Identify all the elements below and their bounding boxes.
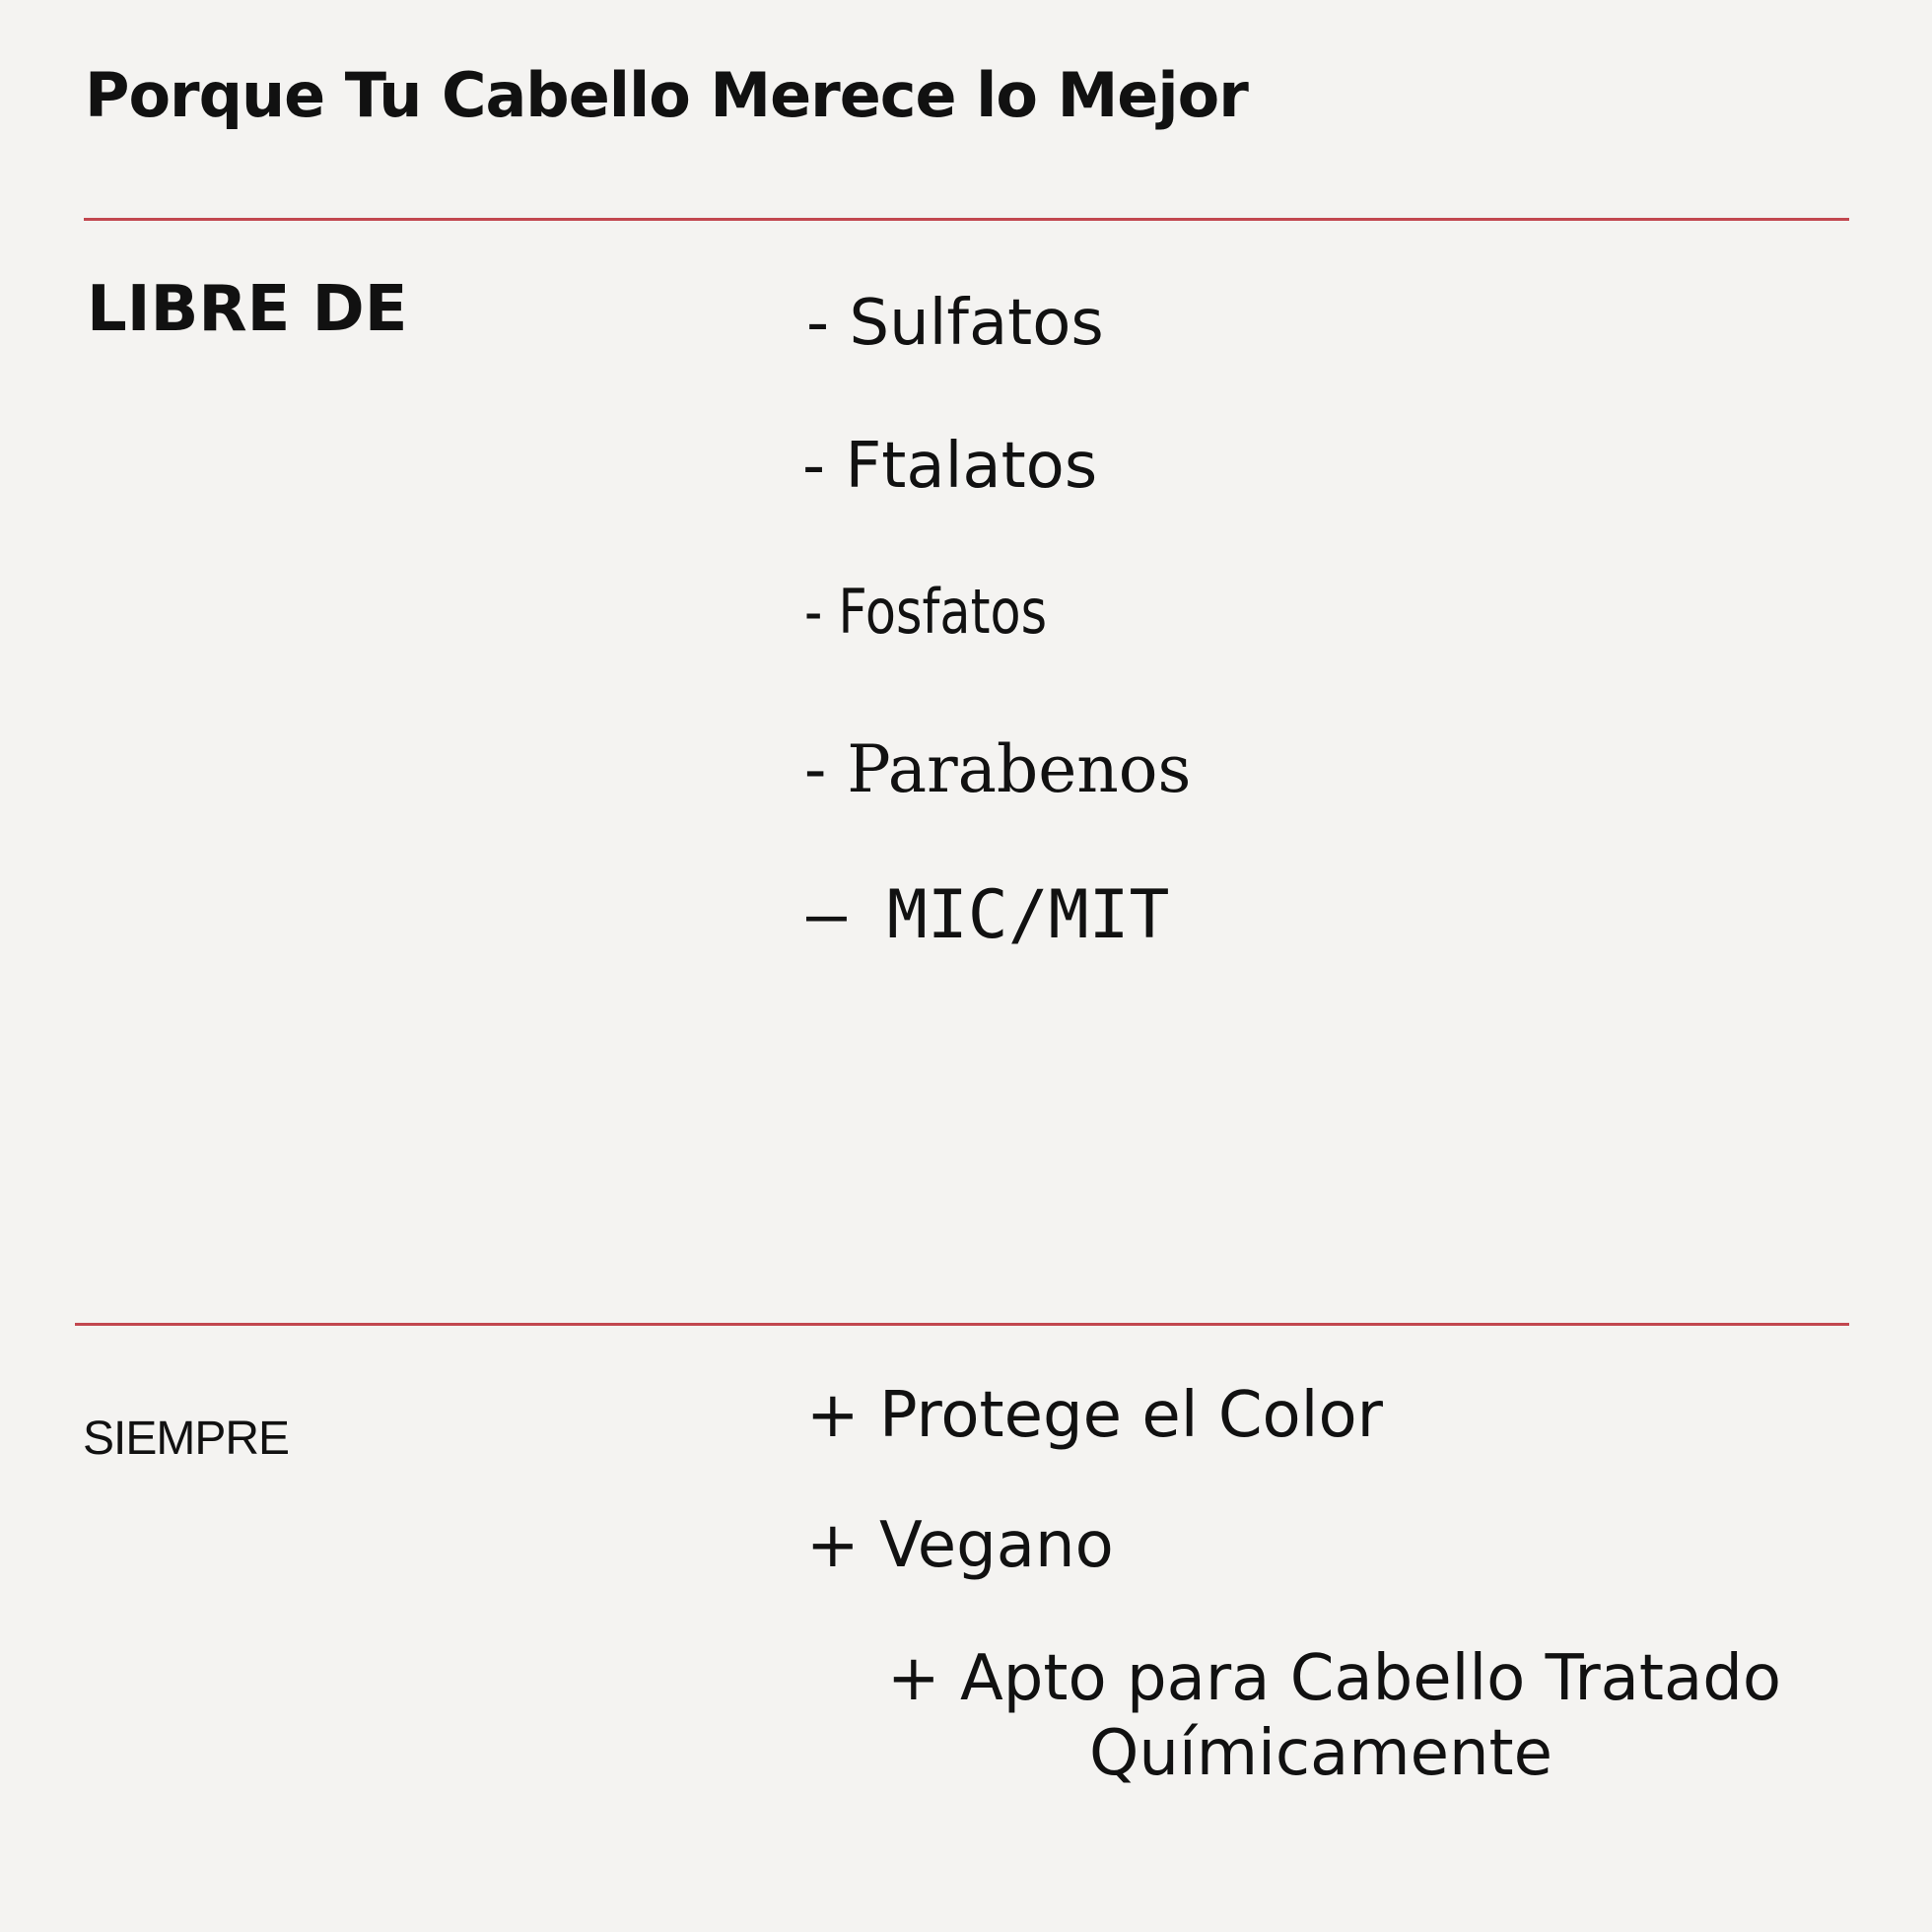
libre-de-item-sulfatos: - Sulfatos	[806, 287, 1104, 360]
siempre-item-protege-color: + Protege el Color	[806, 1379, 1383, 1452]
siempre-item-apto-line2: Químicamente	[1089, 1717, 1552, 1790]
libre-de-label: LIBRE DE	[87, 273, 408, 346]
bottom-divider	[75, 1323, 1849, 1326]
libre-de-item-fosfatos: - Fosfatos	[804, 576, 1048, 648]
libre-de-item-parabenos: - Parabenos	[804, 731, 1192, 807]
siempre-item-vegano: + Vegano	[806, 1509, 1114, 1582]
siempre-item-apto-cabello-tratado	[887, 1641, 1781, 1791]
page-title: Porque Tu Cabello Merece lo Mejor	[85, 59, 1248, 131]
libre-de-item-ftalatos: - Ftalatos	[802, 430, 1098, 503]
siempre-item-apto-line1: + Apto para Cabello Tratado	[887, 1642, 1781, 1715]
libre-de-item-mic-mit: — MIC/MIT	[806, 876, 1170, 954]
top-divider	[84, 218, 1849, 221]
siempre-label: SIEMPRE	[83, 1413, 290, 1465]
